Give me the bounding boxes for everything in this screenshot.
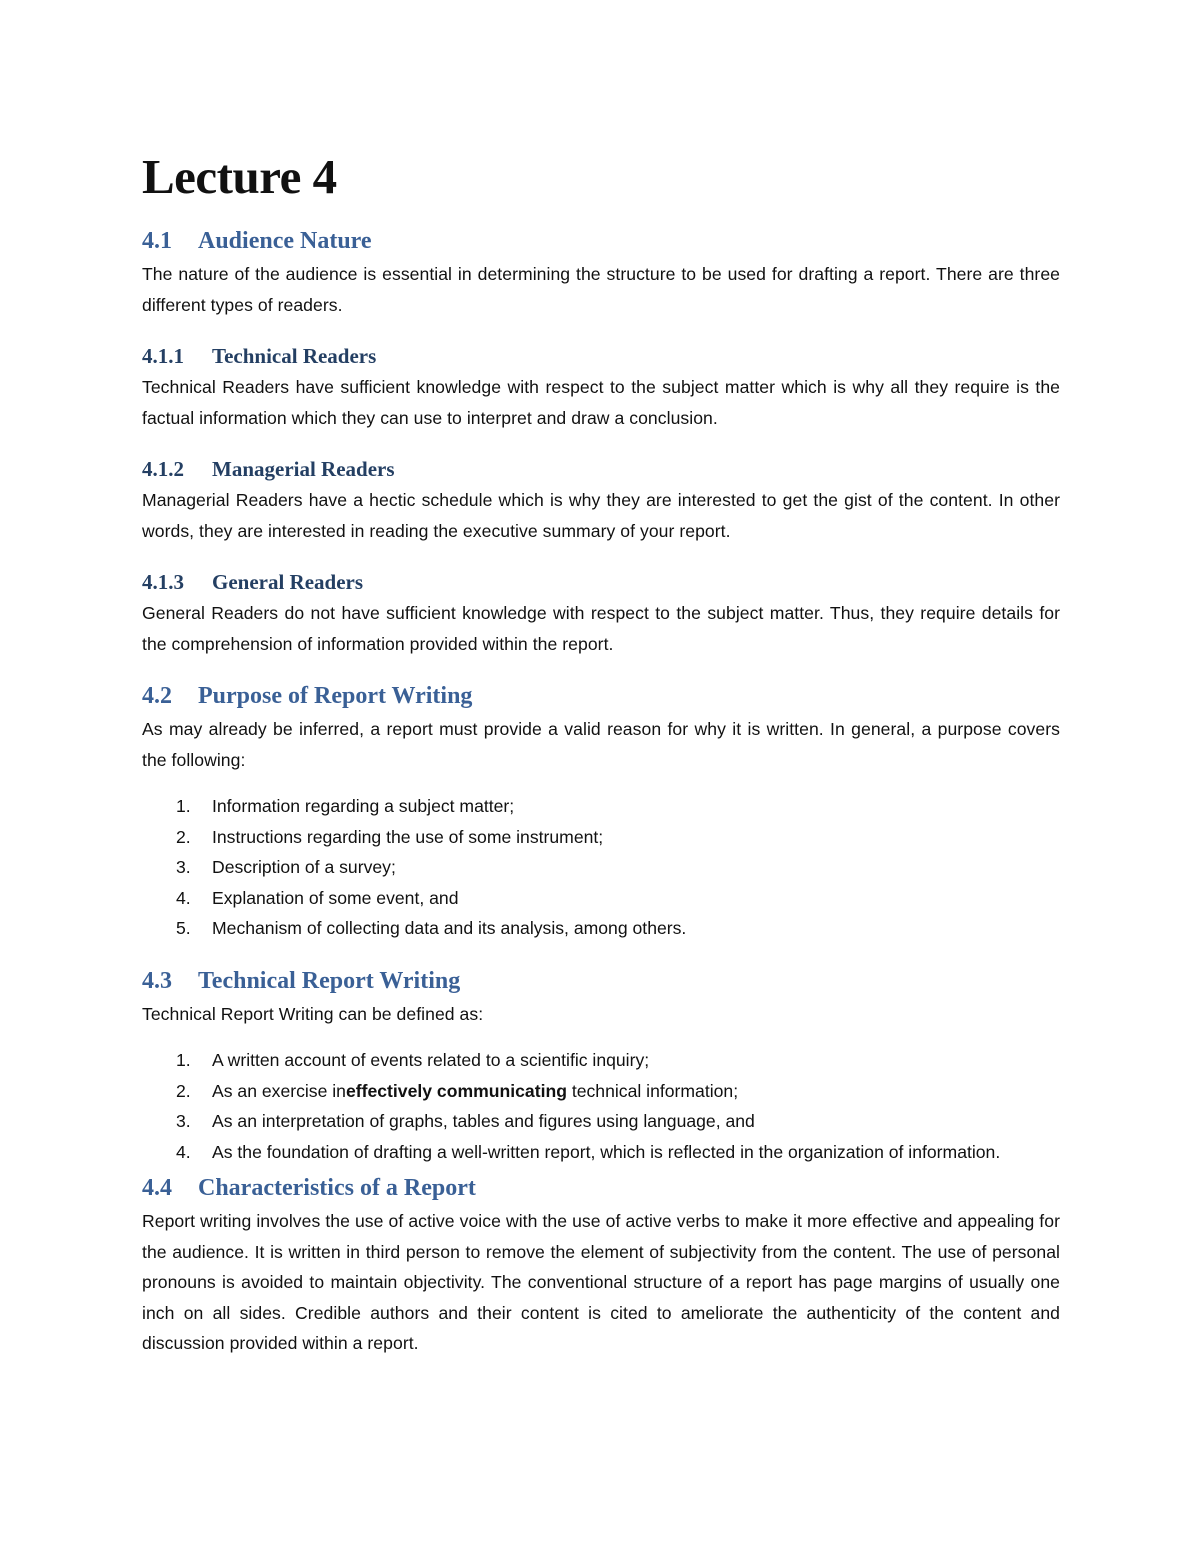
section-title: Purpose of Report Writing — [198, 683, 473, 709]
subsection-body-4-1-2: Managerial Readers have a hectic schedule which is why they are interested to get the gist of the content. In other words, they are interested in reading the executive summary of your report. — [142, 490, 1060, 541]
section-heading-4-2 — [142, 681, 1060, 711]
list-item: 1. A written account of events related to a scientific inquiry; — [176, 1050, 650, 1070]
subsection-body-4-1-3: General Readers do not have sufficient knowledge with respect to the subject matter. Thus, they require details for the comprehension of information provided within the report. — [142, 603, 1060, 654]
list-item: 2. Instructions regarding the use of some instrument; — [176, 826, 604, 847]
list-item: 4. As the foundation of drafting a well-written report, which is reflected in the organization of information. — [176, 1141, 1001, 1162]
list-item: 4. Explanation of some event, and — [176, 887, 459, 908]
section-body-4-3: Technical Report Writing can be defined as: — [142, 1003, 484, 1024]
subsection-heading-4-1-3 — [142, 568, 1060, 596]
emphasis-text: effectively communicating — [345, 1080, 567, 1101]
subsection-title: General Readers — [212, 570, 364, 594]
list-item: 3. Description of a survey; — [176, 857, 396, 877]
purpose-list — [142, 791, 1060, 944]
section-body-4-2: As may already be inferred, a report must provide a valid reason for why it is written. In general, a purpose covers the following: — [142, 719, 1060, 770]
section-number: 4.1 — [142, 228, 172, 254]
subsection-title: Managerial Readers — [212, 457, 395, 481]
subsection-number: 4.1.1 — [142, 344, 184, 368]
section-body-4-1: The nature of the audience is essential in determining the structure to be used for drafting a report. There are three different types of readers. — [142, 264, 1060, 315]
section-number: 4.3 — [142, 967, 172, 994]
list-item: 5. Mechanism of collecting data and its analysis, among others. — [176, 918, 687, 938]
subsection-body-4-1-1: Technical Readers have sufficient knowledge with respect to the subject matter which is why all they require is the factual information which they can use to interpret and draw a conclusion. — [142, 377, 1060, 428]
definition-list — [142, 1045, 1060, 1167]
list-item: 3. As an interpretation of graphs, tables and figures using language, and — [176, 1111, 755, 1131]
list-item: 2. As an exercise ineffectively communicating technical information; — [176, 1080, 739, 1101]
section-heading-4-1 — [142, 226, 1060, 256]
list-item: 1. Information regarding a subject matter; — [176, 796, 515, 816]
section-title: Audience Nature — [198, 228, 372, 254]
subsection-number: 4.1.2 — [142, 457, 184, 481]
section-heading-4-4 — [142, 1173, 1060, 1203]
section-number: 4.2 — [142, 683, 172, 709]
subsection-heading-4-1-2 — [142, 455, 1060, 483]
section-body-4-4: Report writing involves the use of active voice with the use of active verbs to make it more effective and appealing for the audience. It is written in third person to remove the element of subjectivity from the content. The use of personal pronouns is avoided to maintain objectivity. The conventional structure of a report has page margins of usually one inch on all sides. Credible authors and their content is cited to ameliorate the authenticity of the content and discussion provided within a report. — [142, 1211, 1060, 1353]
section-title: Technical Report Writing — [198, 967, 461, 994]
subsection-number: 4.1.3 — [142, 570, 184, 594]
subsection-heading-4-1-1 — [142, 342, 1060, 370]
subsection-title: Technical Readers — [212, 344, 377, 368]
document-content — [142, 148, 1060, 1359]
section-title: Characteristics of a Report — [198, 1175, 476, 1201]
section-heading-4-3 — [142, 966, 1060, 996]
section-number: 4.4 — [142, 1175, 172, 1201]
page-title: Lecture 4 — [142, 149, 337, 204]
